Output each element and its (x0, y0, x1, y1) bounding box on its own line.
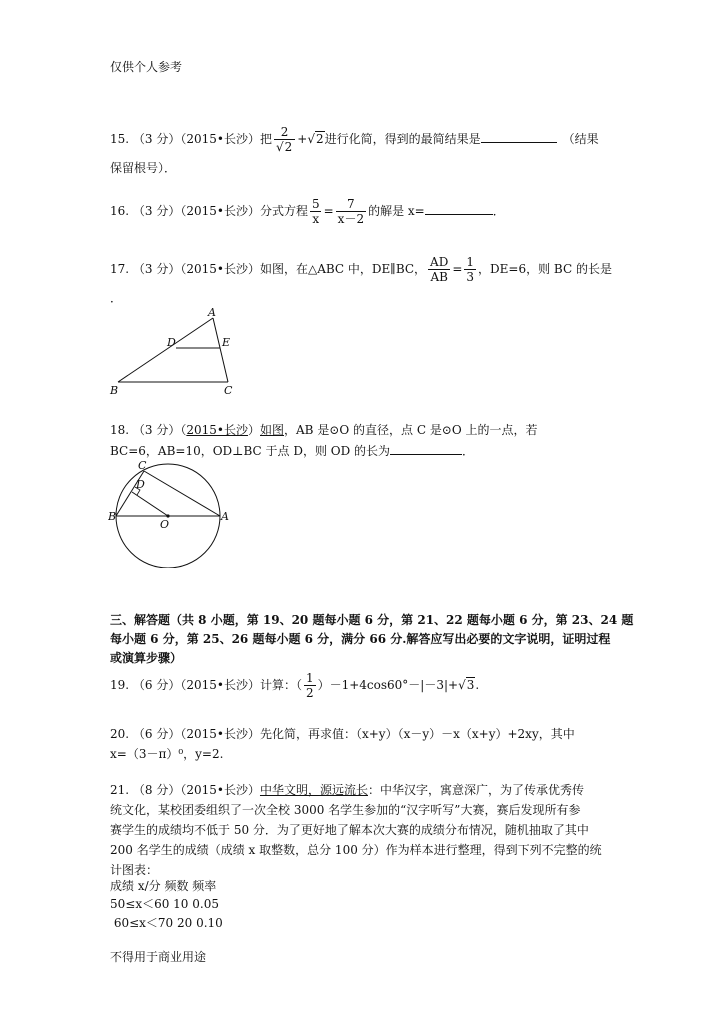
q21-link2[interactable]: 源远流长 (319, 783, 368, 797)
q18-link[interactable]: 如图 (260, 423, 285, 437)
q17-line2: ． (110, 291, 123, 305)
label-o: O (160, 518, 170, 531)
question-15 (110, 124, 599, 154)
q19-mid: ）－1+4cos60°－|－3|+ (317, 678, 459, 692)
q16-answer-blank[interactable] (425, 202, 493, 215)
question-16 (110, 196, 505, 226)
q16-equals: = (323, 204, 334, 218)
q15-fraction: $\frac{2}{√2}$ (274, 125, 295, 154)
q18-line2-wrap (110, 442, 474, 459)
label-c: C (224, 384, 233, 397)
q20-line1: 20. （6 分）（2015•长沙）先化简，再求值：（x+y）（x－y）－x（x+y）+2xy，其中 (110, 727, 575, 741)
label-b: B (110, 384, 119, 397)
q15-prefix: 15. （3 分）（2015•长沙）把 (110, 132, 272, 146)
section3-line3: 或演算步骤） (110, 651, 183, 665)
q18-source: 2015•长沙 (186, 423, 248, 437)
q21-line3: 赛学生的成绩均不低于 50 分．为了更好地了解本次大赛的成绩分布情况，随机抽取了其中 (110, 823, 589, 837)
side-ac (213, 318, 231, 382)
section3-line2: 每小题 6 分，第 25、26 题每小题 6 分，满分 66 分.解答应写出必要的文字说明，证明过程 (110, 632, 611, 646)
triangle-figure (108, 306, 248, 398)
label-a: A (221, 510, 229, 523)
q21-prefix: 21. （8 分）（2015•长沙） (110, 783, 260, 797)
q16-fraction-2: $\frac{7}{x-2}$ (337, 197, 365, 226)
q17-prefix: 17. （3 分）（2015•长沙）如图，在△ABC 中，DE∥BC， (110, 262, 427, 276)
q15-after: 进行化简，得到的最简结果是 (324, 132, 481, 146)
q18-mid: ） (247, 423, 260, 437)
q20-line2: x=（3－π）⁰，y=2. (110, 747, 224, 761)
q19-fraction: $\frac{1}{2}$ (305, 671, 314, 700)
q16-after: 的解是 x= (368, 204, 425, 218)
q21-line1-rest: ：中华汉字，寓意深广，为了传承优秀传 (368, 783, 585, 797)
circle-figure (108, 458, 232, 568)
q15-plus: + (297, 132, 308, 146)
question-19 (110, 670, 479, 700)
label-a: A (208, 306, 216, 319)
q15-sqrt: √2 (307, 132, 324, 146)
q19-prefix: 19. （6 分）（2015•长沙）计算：（ (110, 678, 302, 692)
q17-after: ，DE=6，则 BC 的长是 (478, 262, 612, 276)
q19-tail: . (475, 678, 480, 692)
question-18 (110, 422, 538, 438)
label-e: E (222, 336, 231, 349)
label-c: C (138, 459, 147, 472)
q15-tail: （结果 (562, 132, 599, 146)
q21-table-row-1: 50≤x＜60 10 0.05 (110, 897, 219, 911)
q18-prefix: 18. （3 分）（ (110, 423, 187, 437)
side-ab (118, 318, 213, 382)
q16-prefix: 16. （3 分）（2015•长沙）分式方程 (110, 204, 308, 218)
question-17 (110, 254, 612, 284)
page-header: 仅供个人参考 (110, 60, 183, 74)
q15-line2: 保留根号）． (110, 161, 177, 175)
q21-line1 (110, 782, 584, 798)
label-b: B (108, 510, 117, 523)
q21-line4: 200 名学生的成绩（成绩 x 取整数，总分 100 分）作为样本进行整理，得到下列不完整的统 (110, 843, 602, 857)
q18-line2: BC=6，AB=10，OD⊥BC 于点 D，则 OD 的长为 (110, 444, 391, 458)
q18-after: ，AB 是⊙O 的直径，点 C 是⊙O 上的一点，若 (284, 423, 538, 437)
q21-table-row-2: 60≤x＜70 20 0.10 (110, 916, 223, 930)
segment-od (132, 492, 168, 516)
q17-eq: = (452, 262, 463, 276)
q16-tail: ． (492, 204, 505, 218)
q19-sqrt: √3 (458, 678, 475, 692)
q21-table-header: 成绩 x/分 频数 频率 (110, 879, 217, 893)
q18-answer-blank[interactable] (390, 442, 462, 455)
label-d: D (167, 336, 176, 349)
q21-line5: 计图表： (110, 863, 159, 877)
page-footer: 不得用于商业用途 (110, 950, 207, 964)
label-d: D (136, 478, 145, 491)
q17-fraction-right: $\frac{1}{3}$ (466, 255, 475, 284)
q15-answer-blank[interactable] (481, 130, 557, 143)
q16-fraction-1: $\frac{5}{x}$ (311, 197, 320, 226)
q17-fraction-left: $\frac{AD}{AB}$ (430, 255, 449, 284)
q18-tail: ． (462, 444, 475, 458)
section3-line1: 三、解答题（共 8 小题，第 19、20 题每小题 6 分，第 21、22 题每小题 6 分，第 23、24 题 (110, 613, 634, 627)
q21-link1[interactable]: 中华文明， (259, 783, 320, 797)
chord-ca (144, 471, 220, 516)
q21-line2: 统文化，某校团委组织了一次全校 3000 名学生参加的“汉字听写”大赛，赛后发现所有参 (110, 803, 581, 817)
